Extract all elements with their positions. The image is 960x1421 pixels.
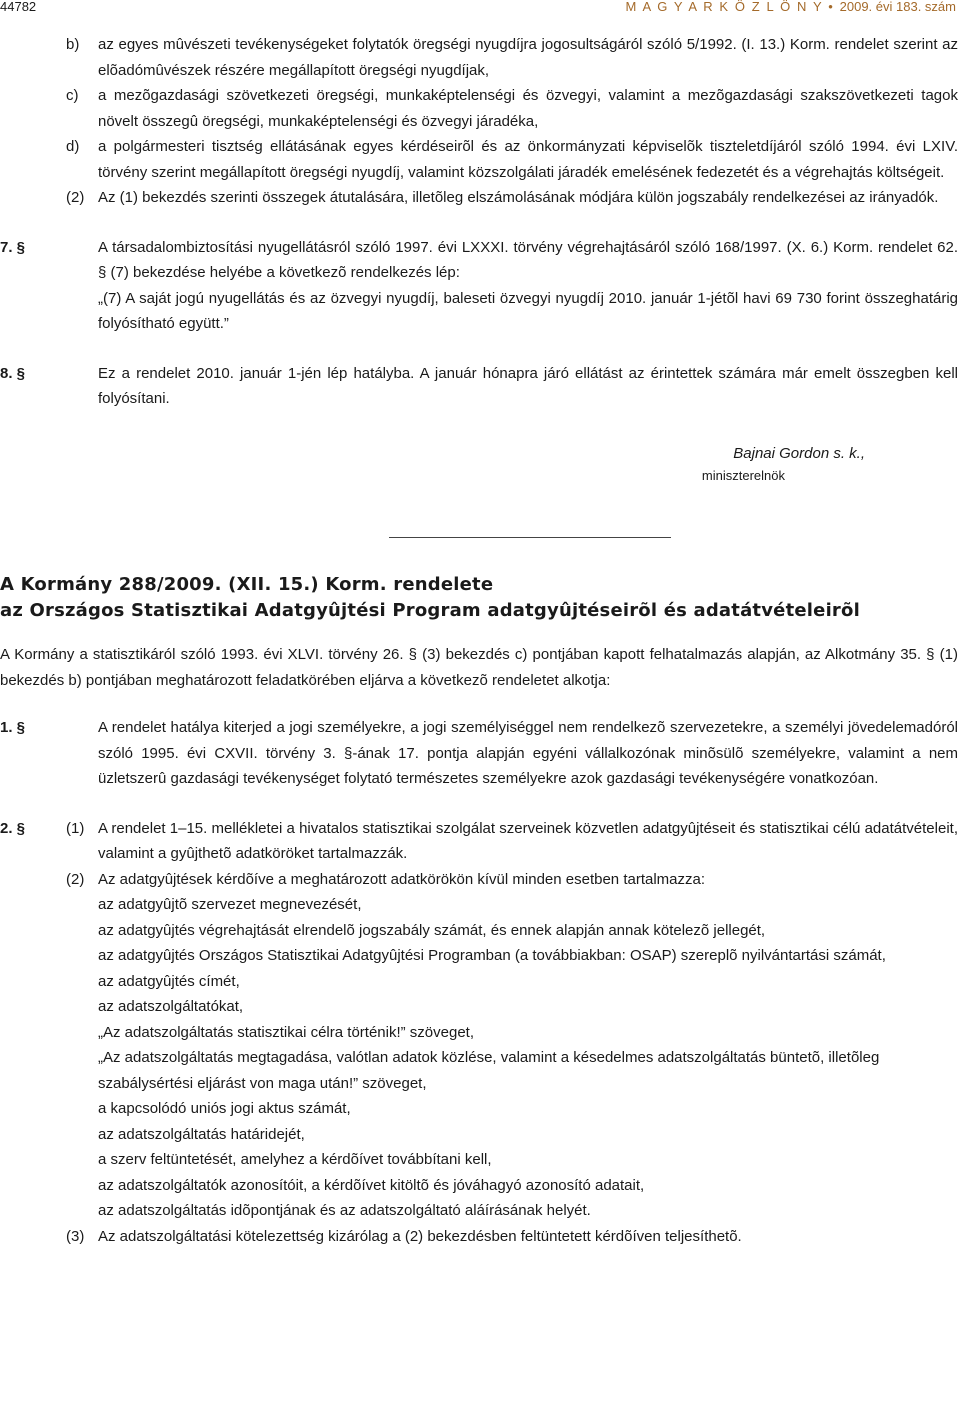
decree-title-line2: az Országos Statisztikai Adatgyûjtési Program adatgyûjtéseirõl és adatátvételeirõl [0,600,860,621]
paragraph-label: (2) [66,189,85,206]
section-text: A rendelet hatálya kiterjed a jogi személyekre, a jogi személyiséggel nem rendelkezõ szervezetekre, a személyi jövedelemadóról szóló 1995. évi CXVII. törvény 3. §-ának 17. pontja alapján egyéni vállalkozónak minõsülõ személyekre, valamint a nem üzletszerû gazdasági tevékenységet folytató természetes személyekre azok gazdasági tevékenységére vonatkozóan. [98,719,958,787]
list-item: a szerv feltüntetését, amelyhez a kérdõívet továbbítani kell, [98,1151,492,1168]
item-text: a polgármesteri tisztség ellátásának egyes kérdéseirõl és az önkormányzati képviselõk tiszteletdíjáról szóló 1994. évi LXIV. törvény szerint megállapított öregségi nyugdíj, valamint közszolgálati járadék emelésének fedezetét és a végrehajtás költségeit. [98,138,958,181]
list-item [0,32,958,83]
section-2 [0,816,958,867]
list-item: „Az adatszolgáltatás megtagadása, valótlan adatok közlése, valamint a késedelmes adatszolgáltatás büntetõ, illetõleg szabálysértési eljárást von maga után!” szöveget, [98,1049,880,1092]
paragraph-text: Az (1) bekezdés szerinti összegek átutalására, illetõleg elszámolásának módjára külön jogszabály rendelkezései az irányadók. [98,189,939,206]
decree-title-line1: A Kormány 288/2009. (XII. 15.) Korm. rendelete [0,574,494,595]
section-1 [0,715,958,792]
list-item: az adatszolgáltatókat, [98,998,244,1015]
document-body [0,32,958,1249]
section-number: 7. § [0,238,26,256]
section-7 [0,235,958,337]
paragraph-label: (3) [66,1227,85,1245]
item-label: d) [66,138,80,155]
section-number: 1. § [0,719,26,736]
list-item: az adatgyûjtõ szervezet megnevezését, [98,896,362,913]
item-text: az egyes mûvészeti tevékenységeket folytatók öregségi nyugdíjra jogosultságáról szóló 5/1992. (I. 13.) Korm. rendelet szerint az elõadómûvészek részére megállapított öregségi nyugdíjak, [98,36,958,79]
section-2-paragraph-3 [0,1224,958,1250]
paragraph-label: (2) [66,870,85,888]
list-item: az adatgyûjtés Országos Statisztikai Adatgyûjtési Programban (a továbbiakban: OSAP) szereplõ nyilvántartási számát, [98,947,886,964]
section-text: A társadalombiztosítási nyugellátásról szóló 1997. évi LXXXI. törvény végrehajtásáról szóló 168/1997. (X. 6.) Korm. rendelet 62. § (7) bekezdése helyébe a következõ rendelkezés lép: [98,238,958,281]
page-number: 44782 [0,0,37,14]
section-number: 2. § [0,819,26,837]
section-2-paragraph-2 [0,867,958,893]
journal-name: M A G Y A R K Ö Z L Ö N Y [625,0,824,14]
page-header [0,0,960,20]
section-text: Ez a rendelet 2010. január 1-jén lép hatályba. A január hónapra járó ellátást az érintettek számára már emelt összegben kell folyósítani. [98,364,958,407]
signature-title: miniszterelnök [701,468,785,483]
list-item: „Az adatszolgáltatás statisztikai célra történik!” szöveget, [98,1023,474,1041]
item-text: a mezõgazdasági szövetkezeti öregségi, munkaképtelenségi és özvegyi, valamint a mezõgazdasági szakszövetkezeti tagok növelt összegû öregségi, munkaképtelenségi és özvegyi járadéka, [98,87,958,130]
list-item: az adatgyûjtés címét, [98,972,240,990]
content-list [0,892,958,1224]
list-item [0,83,958,134]
signature-name: Bajnai Gordon s. k., [733,444,865,462]
paragraph-2 [0,185,958,211]
journal-title [626,0,956,14]
decree-preamble: A Kormány a statisztikáról szóló 1993. évi XLVI. törvény 26. § (3) bekezdés c) pontjában kapott felhatalmazás alapján, az Alkotmány 35. § (1) bekezdés b) pontjában meghatározott feladatkörében eljárva a következõ rendeletet alkotja: [0,646,958,689]
item-label: c) [66,87,79,104]
list-item [0,134,958,185]
item-label: b) [66,36,80,53]
paragraph-label: (1) [66,819,85,837]
paragraph-text: A rendelet 1–15. mellékletei a hivatalos statisztikai szolgálat szerveinek közvetlen adatgyûjtéseit és statisztikai célú adatátvételeit, valamint a gyûjthetõ adatköröket tartalmazzák. [98,819,958,862]
paragraph-text: Az adatszolgáltatási kötelezettség kizárólag a (2) bekezdésben feltüntetett kérdõíven teljesíthetõ. [98,1227,742,1245]
paragraph-text: Az adatgyûjtések kérdõíve a meghatározott adatkörökön kívül minden esetben tartalmazza: [98,870,706,888]
section-number: 8. § [0,364,26,382]
list-item: az adatszolgáltatás határidejét, [98,1125,305,1143]
list-item: az adatszolgáltatók azonosítóit, a kérdõívet kitöltõ és jóváhagyó azonosító adatait, [98,1176,645,1194]
section-8 [0,361,958,412]
decree-title [0,572,958,624]
section-quote: „(7) A saját jogú nyugellátás és az özvegyi nyugdíj, baleseti özvegyi nyugdíj 2010. január 1-jétõl havi 69 730 forint összeghatárig folyósítható együtt.” [98,289,958,332]
list-item: a kapcsolódó uniós jogi aktus számát, [98,1100,351,1117]
divider [389,537,671,538]
issue-number: 2009. évi 183. szám [839,0,956,14]
list-item: az adatgyûjtés végrehajtását elrendelõ jogszabály számát, és ennek alapján annak kötelezõ jellegét, [98,921,766,939]
bullet-icon: • [828,0,835,14]
list-item: az adatszolgáltatás idõpontjának és az adatszolgáltató aláírásának helyét. [98,1202,591,1219]
item-list-top [0,32,958,185]
